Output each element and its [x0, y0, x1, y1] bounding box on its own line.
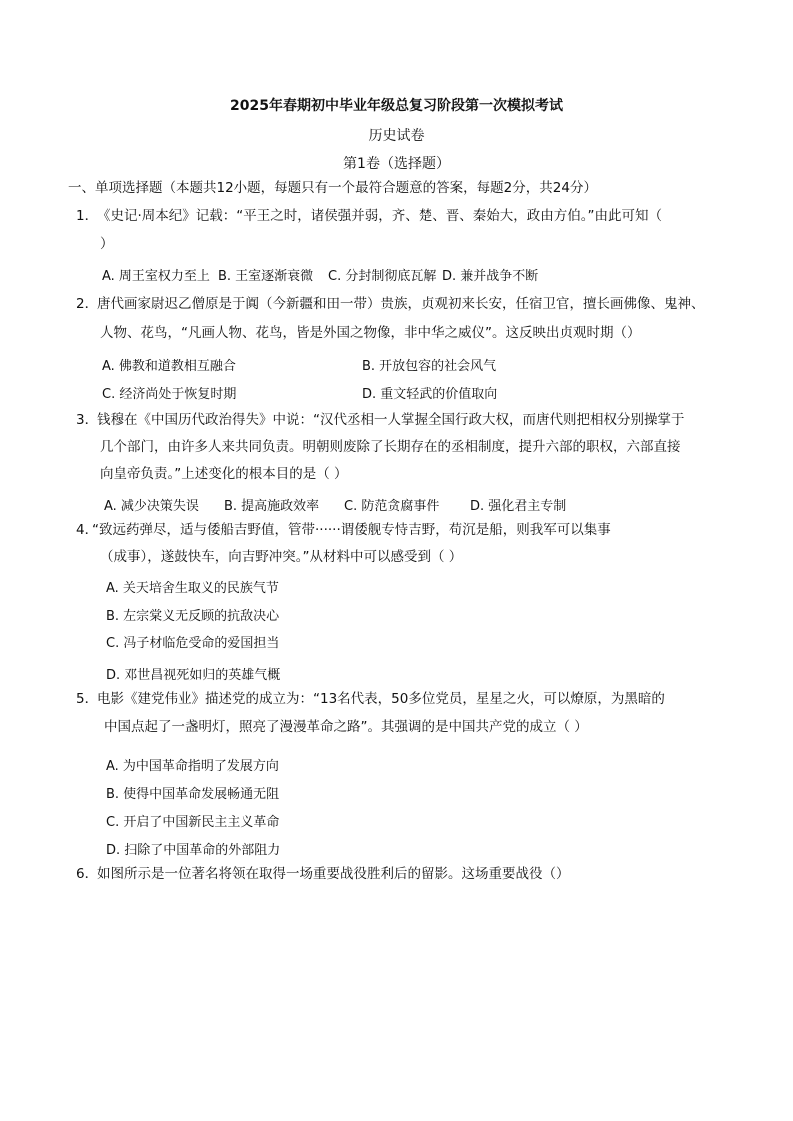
- question-text: ）: [100, 236, 114, 252]
- option-c: C. 分封制彻底瓦解: [328, 269, 437, 284]
- option-d: D. 重文轻武的价值取向: [362, 387, 498, 402]
- option-b: B. 使得中国革命发展畅通无阻: [106, 787, 280, 802]
- option-b: B. 提高施政效率: [224, 499, 320, 514]
- question-text: 人物、花鸟，“凡画人物、花鸟，皆是外国之物像，非中华之威仪”。这反映出贞观时期（）: [100, 325, 641, 341]
- option-c: C. 开启了中国新民主主义革命: [106, 815, 280, 830]
- subject-title: 历史试卷: [368, 128, 425, 144]
- option-d: D. 邓世昌视死如归的英雄气概: [106, 668, 281, 683]
- question-text: 《史记·周本纪》记载：“平王之时，诸侯强并弱，齐、楚、晋、秦始大，政由方伯。”由此可知（: [97, 208, 663, 224]
- option-a: A. 周王室权力至上: [102, 269, 210, 284]
- option-d: D. 兼并战争不断: [442, 269, 539, 284]
- question-number: 4．: [76, 522, 99, 538]
- option-a: A. 减少决策失误: [104, 499, 199, 514]
- question-number: 6．: [76, 866, 99, 882]
- option-a: A. 佛教和道教相互融合: [102, 359, 236, 374]
- option-b: B. 开放包容的社会风气: [362, 359, 497, 374]
- question-number: 3．: [76, 412, 99, 428]
- question-text: （成事），遂鼓快车，向吉野冲突。”从材料中可以感受到（ ）: [100, 549, 463, 565]
- question-number: 5．: [76, 691, 99, 707]
- question-text: 唐代画家尉迟乙僧原是于阗（今新疆和田一带）贵族，贞观初来长安，任宿卫官，擅长画佛像、鬼神、: [97, 296, 705, 312]
- option-a: A. 关天培舍生取义的民族气节: [106, 581, 279, 596]
- option-a: A. 为中国革命指明了发展方向: [106, 759, 279, 774]
- question-text: “致远药弹尽，适与倭船吉野值，管带······谓倭舰专恃吉野，苟沉是船，则我军可以集事: [92, 522, 611, 538]
- question-text: 中国点起了一盏明灯，照亮了漫漫革命之路”。其强调的是中国共产党的成立（ ）: [104, 719, 588, 735]
- question-text: 向皇帝负责。”上述变化的根本目的是（ ）: [100, 466, 348, 482]
- question-number: 2．: [76, 296, 99, 312]
- question-number: 1．: [76, 208, 99, 224]
- question-text: 电影《建党伟业》描述党的成立为：“13名代表，50多位党员，星星之火，可以燎原，为黑暗的: [97, 691, 665, 707]
- option-c: C. 冯子材临危受命的爱国担当: [106, 636, 280, 651]
- option-c: C. 经济尚处于恢复时期: [102, 387, 237, 402]
- volume-title: 第1卷（选择题）: [343, 156, 450, 172]
- option-b: B. 王室逐渐衰微: [218, 269, 314, 284]
- option-b: B. 左宗棠义无反顾的抗敌决心: [106, 609, 280, 624]
- exam-title: 2025年春期初中毕业年级总复习阶段第一次模拟考试: [230, 98, 563, 114]
- question-text: 几个部门，由许多人来共同负责。明朝则废除了长期存在的丞相制度，提升六部的职权，六部直接: [100, 439, 681, 455]
- option-d: D. 强化君主专制: [470, 499, 567, 514]
- option-c: C. 防范贪腐事件: [344, 499, 440, 514]
- section-heading: 一、单项选择题（本题共12小题，每题只有一个最符合题意的答案，每题2分，共24分）: [68, 180, 597, 196]
- question-text: 如图所示是一位著名将领在取得一场重要战役胜利后的留影。这场重要战役（）: [97, 866, 570, 882]
- option-d: D. 扫除了中国革命的外部阻力: [106, 843, 281, 858]
- question-text: 钱穆在《中国历代政治得失》中说：“汉代丞相一人掌握全国行政大权，而唐代则把相权分别操掌于: [97, 412, 685, 428]
